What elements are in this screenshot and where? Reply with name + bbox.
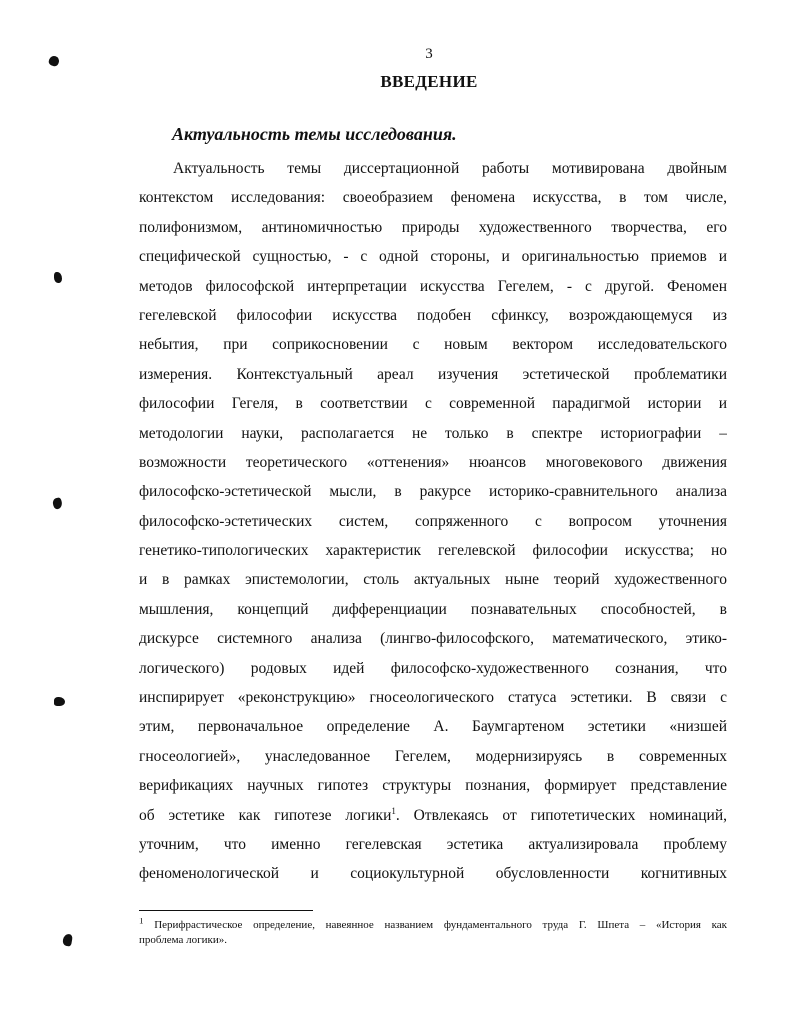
text-line: гносеологией», унаследованное Гегелем, модернизируясь в современных bbox=[139, 747, 727, 765]
text-line: логического) родовых идей философско-художественного сознания, что bbox=[139, 659, 727, 677]
text-line: возможности теоретического «оттенения» нюансов многовекового движения bbox=[139, 453, 727, 471]
scan-artifact bbox=[62, 933, 73, 946]
scan-artifact bbox=[54, 272, 62, 283]
footnote bbox=[139, 918, 727, 948]
text-line: инспирирует «реконструкцию» гносеологического статуса эстетики. В связи с bbox=[139, 689, 727, 707]
footnote-text: Перифрастическое определение, навеянное названием фундаментального труда Г. Шпета – «История как bbox=[154, 919, 727, 931]
footnote-line: проблема логики». bbox=[139, 934, 227, 946]
text-line: гегелевской философии искусства подобен сфинксу, возрождающемуся из bbox=[139, 306, 727, 324]
section-heading: Актуальность темы исследования. bbox=[172, 124, 457, 144]
text-line-with-footnote bbox=[139, 801, 727, 830]
text-fragment: об эстетике как гипотезе логики bbox=[139, 806, 392, 824]
text-line: измерения. Контекстуальный ареал изучения эстетической проблематики bbox=[139, 365, 727, 383]
text-line: небытия, при соприкосновении с новым вектором исследовательского bbox=[139, 336, 727, 354]
text-line: контекстом исследования: своеобразием феномена искусства, в том числе, bbox=[139, 189, 727, 207]
text-line: дискурсе системного анализа (лингво-философского, математического, этико- bbox=[139, 630, 727, 648]
text-line: методов философской интерпретации искусства Гегелем, - с другой. Феномен bbox=[139, 277, 727, 295]
text-line: этим, первоначальное определение А. Баумгартеном эстетики «низшей bbox=[139, 718, 727, 736]
body-text bbox=[139, 154, 727, 889]
scan-artifact bbox=[52, 497, 64, 510]
text-line: философско-эстетической мысли, в ракурсе историко-сравнительного анализа bbox=[139, 483, 727, 501]
text-line: методологии науки, располагается не только в спектре историографии – bbox=[139, 424, 727, 442]
footnote-marker: 1 bbox=[139, 918, 144, 926]
text-line: полифонизмом, антиномичностью природы художественного творчества, его bbox=[139, 218, 727, 236]
text-line: уточним, что именно гегелевская эстетика актуализировала проблему bbox=[139, 835, 727, 853]
scan-artifact bbox=[54, 697, 65, 706]
text-line: Актуальность темы диссертационной работы мотивирована двойным bbox=[173, 160, 727, 177]
text-line: генетико-типологических характеристик гегелевской философии искусства; но bbox=[139, 542, 727, 560]
footnote-line bbox=[139, 918, 727, 933]
footnote-divider bbox=[139, 910, 313, 911]
page-title: ВВЕДЕНИЕ bbox=[380, 72, 478, 91]
text-fragment: . Отвлекаясь от гипотетических номинаций, bbox=[395, 806, 727, 824]
text-line: верификациях научных гипотез структуры познания, формирует представление bbox=[139, 777, 727, 795]
text-line: и в рамках эпистемологии, столь актуальных ныне теорий художественного bbox=[139, 571, 727, 589]
footnote-reference[interactable]: 1 bbox=[391, 805, 396, 816]
text-line: философско-эстетических систем, сопряженного с вопросом уточнения bbox=[139, 512, 727, 530]
text-line: мышления, концепций дифференциации познавательных способностей, в bbox=[139, 600, 727, 618]
text-line: специфической сущностью, - с одной стороны, и оригинальностью приемов и bbox=[139, 248, 727, 266]
text-line: философии Гегеля, в соответствии с современной парадигмой истории и bbox=[139, 395, 727, 413]
page-number: 3 bbox=[425, 46, 433, 62]
text-line: феноменологической и социокультурной обусловленности когнитивных bbox=[139, 865, 727, 883]
